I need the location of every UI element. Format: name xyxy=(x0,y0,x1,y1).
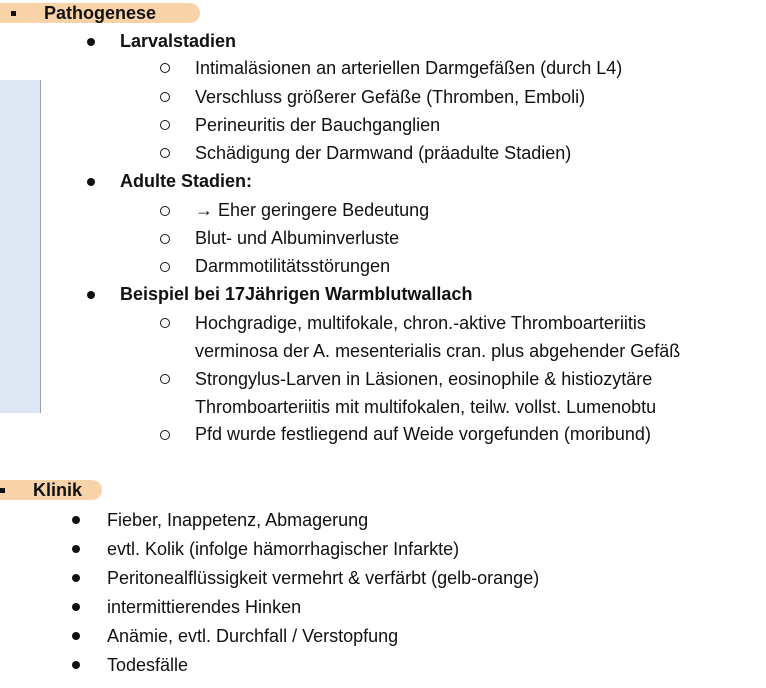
square-bullet-icon xyxy=(11,11,16,16)
bullet-icon xyxy=(87,178,95,186)
list-item: evtl. Kolik (infolge hämorrhagischer Infarkte) xyxy=(107,539,460,559)
list-item: Intimaläsionen an arteriellen Darmgefäßen (durch L4) xyxy=(195,58,623,78)
list-item: Strongylus-Larven in Läsionen, eosinophile & histiozytäre xyxy=(195,369,653,389)
circle-bullet-icon xyxy=(160,120,170,130)
bullet-icon xyxy=(72,603,80,611)
bullet-icon xyxy=(72,661,80,669)
bullet-icon xyxy=(72,574,80,582)
circle-bullet-icon xyxy=(160,234,170,244)
subheading-beispiel: Beispiel bei 17Jährigen Warmblutwallach xyxy=(120,284,473,304)
bullet-icon xyxy=(72,545,80,553)
list-item: Todesfälle xyxy=(107,655,189,675)
side-panel xyxy=(0,80,41,413)
bullet-icon xyxy=(87,38,95,46)
list-item: Anämie, evtl. Durchfall / Verstopfung xyxy=(107,626,399,646)
section-heading-klinik xyxy=(0,480,102,500)
list-item: Peritonealflüssigkeit vermehrt & verfärbt (gelb-orange) xyxy=(107,568,540,588)
list-item-continuation: Thromboarteriitis mit multifokalen, teilw. vollst. Lumenobtu xyxy=(195,397,657,417)
bullet-icon xyxy=(72,632,80,640)
list-item: Pfd wurde festliegend auf Weide vorgefunden (moribund) xyxy=(195,424,651,444)
circle-bullet-icon xyxy=(160,262,170,272)
list-item: Verschluss größerer Gefäße (Thromben, Emboli) xyxy=(195,87,586,107)
list-item-continuation: verminosa der A. mesenterialis cran. plus abgehender Gefäß xyxy=(195,341,681,361)
circle-bullet-icon xyxy=(160,430,170,440)
subheading-larvalstadien: Larvalstadien xyxy=(120,31,237,51)
circle-bullet-icon xyxy=(160,374,170,384)
section-heading-label: Pathogenese xyxy=(44,3,157,23)
circle-bullet-icon xyxy=(160,148,170,158)
square-bullet-icon xyxy=(0,488,5,493)
circle-bullet-icon xyxy=(160,92,170,102)
list-item: Perineuritis der Bauchganglien xyxy=(195,115,441,135)
section-heading-pathogenese xyxy=(0,3,200,23)
list-item: intermittierendes Hinken xyxy=(107,597,302,617)
bullet-icon xyxy=(87,291,95,299)
list-item: Blut- und Albuminverluste xyxy=(195,228,400,248)
bullet-icon xyxy=(72,516,80,524)
circle-bullet-icon xyxy=(160,63,170,73)
section-heading-label: Klinik xyxy=(33,480,83,500)
circle-bullet-icon xyxy=(160,318,170,328)
subheading-adulte-stadien: Adulte Stadien: xyxy=(120,171,253,191)
list-item: Schädigung der Darmwand (präadulte Stadien) xyxy=(195,143,572,163)
list-item: → Eher geringere Bedeutung xyxy=(195,200,430,220)
list-item: Hochgradige, multifokale, chron.-aktive Thromboarteriitis xyxy=(195,313,646,333)
list-item: Darmmotilitätsstörungen xyxy=(195,256,391,276)
circle-bullet-icon xyxy=(160,206,170,216)
list-item: Fieber, Inappetenz, Abmagerung xyxy=(107,510,369,530)
